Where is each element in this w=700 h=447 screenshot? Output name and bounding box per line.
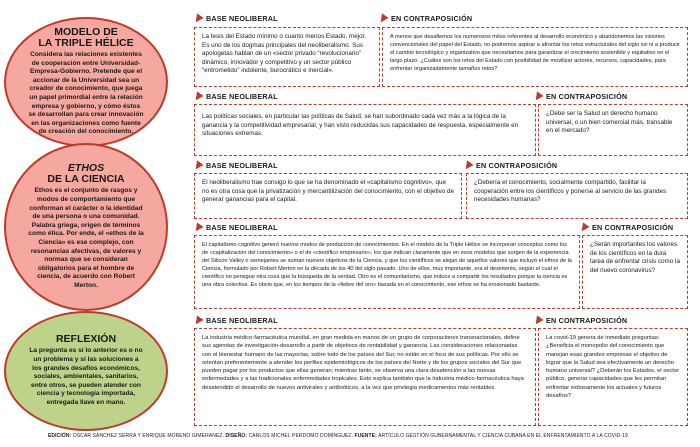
footer-fuente-label: FUENTE: (354, 433, 377, 439)
row3-contra-box: ¿Debería el conocimiento, socialmente compartido, facilitar la cooperación entre los científicos y ponerse al servicio de las grandes necesidades humanas? (466, 173, 688, 219)
arrow-icon (192, 160, 203, 171)
reflexion-body: La pregunta es sí lo anterior es o no un problema y sí las soluciones a los grandes desafíos económicos, sociales, ambientales, sanitarios, entre otros, se pueden atender con ciencia y tecnología importada, entregada llave en mano. (29, 347, 143, 406)
ethos-body: Ethos es el conjunto de rasgos y modos de comportamiento que conforman el carácter o la identidad de una persona o una comunidad. Palabra griega, origen de términos como ética. Por ende, el «ethos de la Ciencia» es ese complejo, con resonancias afectivas, de valores y normas que se consideran obligatorios para el hombre de ciencia, de acuerdo con Robert Merton. (28, 187, 144, 289)
row5-base-box: La industria médico-farmacéutica mundial, en gran medida en manos de un grupo de corporaciones transnacionales, define sus agendas de investigación-desarrollo a partir de objetivos de rentabilidad y ganancia. Las consideraciones relacionadas con el bienestar humano de las mayorías, sobre todo de los países del Sur, no están en el foco de sus políticas. Por ello se orientan preferentemente a atender los perfiles epidemiológicos de los países del Norte y de los grupos sociales del Sur que pueden pagar por los productos que ellas generan; mientras tanto, se observa una clara desatención a las nuevas enfermedades y a las tradicionales enfermedades tropicales. Esto explica también que la industria médico-farmacéutica haya desatendido el desarrollo de nuevos antivirales y antibióticos, a la vez que privilegia medicamentos más rentables. (194, 328, 536, 426)
ethos-ciencia-oval (4, 143, 168, 311)
row4-base-label-text: BASE NEOLIBERAL (206, 223, 278, 232)
ethos-title-line2: DE LA CIENCIA (47, 173, 125, 186)
row3-base-label-text: BASE NEOLIBERAL (206, 161, 278, 170)
row3-contra-label-text: EN CONTRAPOSICIÓN (476, 161, 558, 170)
modelo-title (38, 27, 133, 49)
row1-base-box: La tesis del Estado mínimo o cuanto menos Estado, mejor. Es uno de los dogmas principales del neoliberalismo. Sus apologetas hablan de un «sector privado “revolucionario” dinámico, innovador y competitivo y un sector público “entrometido” indolente, burocrático e inercial». (194, 27, 380, 87)
row5-base-label-text: BASE NEOLIBERAL (206, 316, 278, 325)
credits-footer (48, 433, 628, 439)
row5-contra-box: La covid-19 genera de inmediato preguntas: ¿Beneficia el monopolio del conocimiento que manejan esas grandes empresas el objetivo de lograr que la Salud sea efectivamente un derecho humano universal? ¿Deberán los Estados, el sector público, generar capacidades que les permitan enfrentar exitosamente los actuales y futuros desafíos? (538, 328, 688, 426)
row4-contra-box: ¿Serán importantes los valores de los científicos en la dura tarea de enfrentar crisis como la del nuevo coronavirus? (582, 235, 688, 309)
arrow-icon (192, 13, 203, 24)
arrow-icon (377, 13, 388, 24)
footer-diseno-value: CARLOS MICHEL PERDOMO DOMÍNGUEZ. (248, 433, 353, 439)
row4-contra-label-text: EN CONTRAPOSICIÓN (592, 223, 674, 232)
row2-base-label (194, 92, 278, 101)
row4-contra-label (580, 223, 673, 232)
footer-fuente-value: ARTÍCULO GESTIÓN GUBERNAMENTAL Y CIENCIA CUBANA EN EL ENFRENTAMIENTO A LA COVID-19 (378, 433, 628, 439)
row5-contra-label-text: EN CONTRAPOSICIÓN (546, 316, 628, 325)
arrow-icon (462, 160, 473, 171)
reflexion-title: REFLEXIÓN (55, 333, 117, 346)
arrow-icon (192, 222, 203, 233)
row3-contra-label (464, 161, 557, 170)
ethos-title-line1: ETHOS (67, 162, 105, 175)
row2-base-label-text: BASE NEOLIBERAL (206, 92, 278, 101)
row3-base-box: El neoliberalismo trae consigo lo que se ha denominado el «capitalismo cognitivo», que no es otra cosa que la privatización y mercantilización del conocimiento, con el objetivo de generar ganancias para el capital. (194, 173, 462, 219)
row4-base-box: El capitalismo cognitivo generó nuevos modos de producción de conocimientos. En el modelo de la Triple Hélice se incorporan conceptos como los de «capitalización del conocimiento» o el de «científico empresario», los que indican claramente que en esos modelos que surgen de la experiencia del Silicon Valley o semejantes se suman nuevos objetivos de la Ciencia, y que los científicos se alejan de aquellos valores que incluyó el ethos de la Ciencia, formulado por Robert Merton en la década de los 40 del siglo pasado. Uno de ellos, muy importante, era el desinterés, según el cual el científico no persigue otra cosa que la búsqueda de la verdad. Otro es el comunitarismo, que induce a compartir los resultados porque la ciencia es una obra colectiva. Es obvio que, en los tiempos de la «fiebre del oro» basada en el conocimiento, ese ethos se ha erosionado bastante. (194, 235, 580, 309)
arrow-icon (532, 91, 543, 102)
row2-contra-box: ¿Debe ser la Salud un derecho humano universal, o un bien comercial más, transable en el mercado? (538, 104, 688, 156)
arrow-icon (532, 315, 543, 326)
arrow-icon (192, 91, 203, 102)
row1-base-label-text: BASE NEOLIBERAL (206, 14, 278, 23)
row1-contra-box: A menos que desafiemos los numerosos mitos referentes al desarrollo económico y abandonemos las visiones convencionales del papel del Estado, no podremos aspirar a afrontar los retos estructurales del siglo xxi ni a producir el cambio tecnológico y organizativo que necesitamos para garantizar el crecimiento sostenible y equitativo en el largo plazo. ¿Cuáles son los retos del Estado con posibilidad de movilizar actores, recursos, capacidades, para enfrentar organizadamente tamaños retos? (382, 27, 688, 87)
ethos-title (47, 163, 124, 185)
row1-contra-label-text: EN CONTRAPOSICIÓN (391, 14, 473, 23)
row2-contra-label-text: EN CONTRAPOSICIÓN (546, 92, 628, 101)
footer-diseno-label: DISEÑO: (225, 433, 248, 439)
modelo-title-line1: MODELO DE (54, 26, 118, 39)
reflexion-oval (4, 311, 168, 431)
modelo-title-line2: LA TRIPLE HÉLICE (38, 37, 134, 50)
row3-base-label (194, 161, 278, 170)
row2-contra-label (534, 92, 627, 101)
arrow-icon (192, 315, 203, 326)
row1-base-label (194, 14, 278, 23)
footer-edicion-value: OSCAR SÁNCHEZ SERRA Y ENRIQUE MORENO GIMERANEZ. (72, 433, 225, 439)
row5-base-label (194, 316, 278, 325)
row5-contra-label (534, 316, 627, 325)
row4-base-label (194, 223, 278, 232)
arrow-icon (578, 222, 589, 233)
footer-edicion-label: EDICIÓN: (48, 433, 72, 439)
modelo-body: Considera las relaciones existentes de cooperación entre Universidad-Empresa-Gobierno. Pretende que el accionar de la Universidad sea un creador de conocimiento, que juega un papel primordial entre la relación empresa y gobierno, y cómo éstos se desarrollan para crear innovación en las organizaciones como fuente de creación del conocimiento. (28, 51, 144, 136)
row1-contra-label (379, 14, 472, 23)
modelo-triple-helice-oval (4, 17, 168, 147)
row2-base-box: Las políticas sociales, en particular las políticas de Salud, se han subordinado cada vez más a la lógica de la ganancia y la competitividad empresarial, y han visto reducidas sus capacidades de respuesta, especialmente en situaciones extremas. (194, 104, 536, 156)
